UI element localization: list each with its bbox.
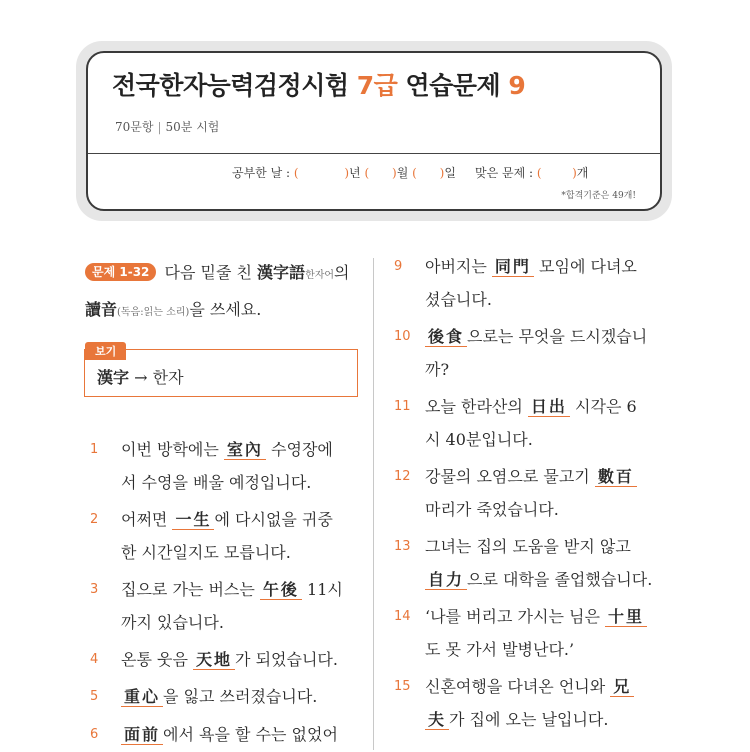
underlined-hanja: 自力 [425,570,467,590]
question-line: 강물의 오염으로 물고기 數百 [425,459,637,494]
question-number: 12 [394,469,411,484]
question-number: 15 [394,679,411,694]
underlined-hanja: 日出 [528,397,570,417]
question-line: 신혼여행을 다녀온 언니와 兄 [425,669,634,704]
day-label: 일 [444,166,456,180]
underlined-hanja: 面前 [121,725,163,745]
year-label: 년 [349,166,361,180]
title-practice: 연습문제 [405,71,501,100]
underlined-hanja: 數百 [595,467,637,487]
question-line: 도 못 가서 발병난다.’ [425,640,575,659]
question-line: 한 시간일지도 모릅니다. [121,543,291,562]
underlined-hanja: 後食 [425,327,467,347]
title-grade: 7급 [356,71,398,100]
study-record-line [232,164,588,181]
question-line: 셨습니다. [425,290,492,309]
underlined-hanja: 午後 [260,580,302,600]
question-number: 4 [90,652,99,667]
question-line: 그녀는 집의 도움을 받지 않고 [425,537,631,556]
title-main: 전국한자능력검정시험 [112,71,349,100]
underlined-hanja: 夫 [425,710,449,730]
underlined-hanja: 兄 [610,677,634,697]
page-title [112,66,525,102]
header-divider [88,153,660,154]
question-line: 온통 웃음 天地 가 되었습니다. [121,650,338,669]
question-number: 2 [90,512,99,527]
study-day-label: 공부한 날 : [232,166,291,180]
underlined-hanja: 天地 [193,650,235,670]
correct-blank[interactable]: ( ) [536,166,577,180]
question-line: 이번 방학에는 室內 수영장에 [121,440,333,459]
question-line: 重心 을 잃고 쓰러졌습니다. [121,679,317,714]
question-line: 집으로 가는 버스는 午後 11시 [121,580,343,599]
question-line: 오늘 한라산의 日出 시각은 6 [425,397,637,416]
underlined-hanja: 一生 [172,510,214,530]
example-label: 보기 [85,342,126,360]
underlined-hanja: 同門 [492,257,534,277]
pass-criteria-note: *합격기준은 49개! [561,191,636,201]
instruction [85,256,365,330]
instruction-hanja-term: 漢字語 [257,263,306,282]
question-line: 面前 에서 욕을 할 수는 없었어 [121,717,338,752]
question-line: 後食 으로는 무엇을 드시겠습니 [425,319,647,354]
day-blank[interactable]: ( ) [412,166,445,180]
question-number: 1 [90,442,99,457]
question-number: 6 [90,727,99,742]
year-blank[interactable]: ( ) [293,166,350,180]
question-line: 夫 가 집에 오는 날입니다. [425,702,608,737]
question-line: ‘나를 버리고 가시는 님은 十里 [425,599,647,634]
column-divider [373,258,374,750]
instruction-text-2: 의 [334,263,350,282]
info-separator: | [157,120,162,134]
count-label: 개 [576,166,589,180]
example-content [97,365,184,388]
question-number: 14 [394,609,411,624]
question-number: 11 [394,399,411,414]
question-line: 마리가 죽었습니다. [425,500,559,519]
instruction-reading-term: 讀音 [85,300,118,319]
underlined-hanja: 十里 [605,607,647,627]
instruction-text-3: 을 쓰세요. [189,300,262,319]
arrow-icon: → [134,368,148,387]
instruction-text-1: 다음 밑줄 친 [164,263,252,282]
question-number: 13 [394,539,411,554]
question-line: 까지 있습니다. [121,613,224,632]
problem-range-badge: 문제 1-32 [85,263,156,281]
question-line: 시 40분입니다. [425,430,533,449]
underlined-hanja: 重心 [121,687,163,707]
question-line: 서 수영을 배울 예정입니다. [121,473,312,492]
exam-info [115,118,219,135]
correct-label: 맞은 문제 : [475,166,534,180]
underlined-hanja: 室內 [224,440,266,460]
example-hanja: 漢字 [97,368,130,387]
question-number: 10 [394,329,411,344]
question-line: 自力 으로 대학을 졸업했습니다. [425,562,652,597]
instruction-reading-note: (독음:읽는 소리) [117,307,190,318]
question-number: 3 [90,582,99,597]
example-answer: 한자 [152,368,184,387]
question-line: 어쩌면 一生 에 다시없을 귀중 [121,510,333,529]
question-line: 아버지는 同門 모임에 다녀오 [425,257,637,276]
question-count: 70문항 [115,120,154,134]
question-number: 9 [394,259,403,274]
question-number: 5 [90,689,99,704]
month-blank[interactable]: ( ) [364,166,397,180]
instruction-hanja-reading: 한자어 [305,270,335,281]
month-label: 월 [396,166,409,180]
title-number: 9 [508,71,526,100]
question-line: 까? [425,360,450,379]
time-limit: 50분 시험 [165,120,220,134]
